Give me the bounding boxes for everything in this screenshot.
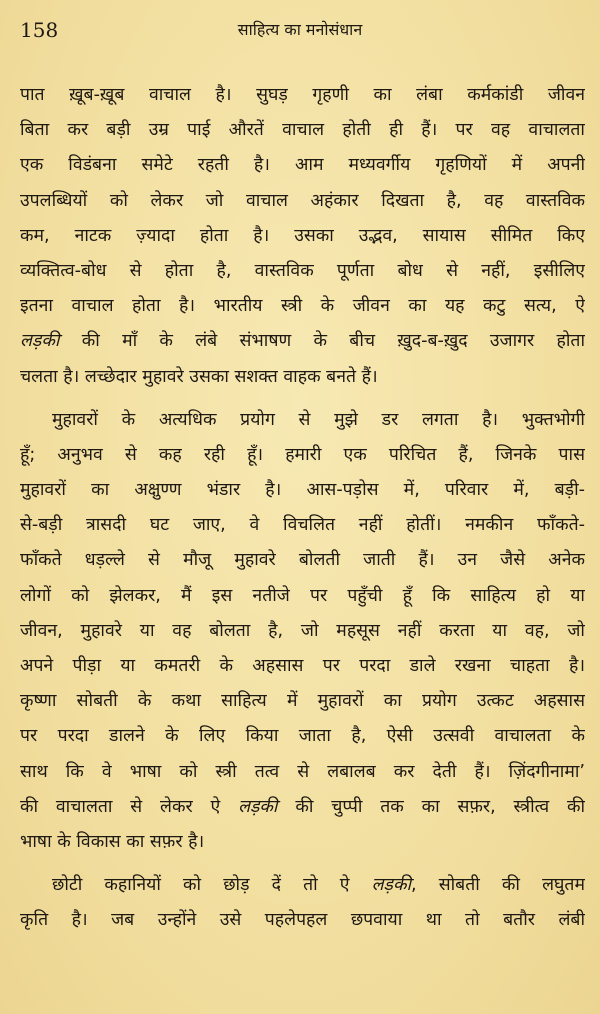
paragraph-gap bbox=[20, 860, 585, 868]
text-line bbox=[20, 868, 585, 903]
text-line: कृष्णा सोबती के कथा साहित्य में मुहावरों का प्रयोग उत्कट अहसास bbox=[20, 691, 585, 712]
body-text bbox=[20, 78, 585, 939]
text-run: की माँ के लंबे संभाषण के बीच ख़ुद-ब-ख़ुद उजागर होता bbox=[59, 331, 585, 352]
paragraph bbox=[20, 868, 585, 938]
page-number: 158 bbox=[20, 18, 59, 42]
text-run: , सोबती की लघुतम bbox=[411, 875, 585, 896]
text-line: पर परदा डालने के लिए किया जाता है, ऐसी उत्सवी वाचालता के bbox=[20, 726, 585, 747]
text-line: साथ कि वे भाषा को स्त्री तत्व से लबालब कर देती हैं। ज़िंदगीनामा’ bbox=[20, 761, 585, 782]
text-line: लोगों को झेलकर, मैं इस नतीजे पर पहुँची हूँ कि साहित्य हो या bbox=[20, 585, 585, 606]
text-line: पात ख़ूब-ख़ूब वाचाल है। सुघड़ गृहणी का लंबा कर्मकांडी जीवन bbox=[20, 85, 585, 105]
text-line: व्यक्तित्व-बोध से होता है, वास्तविक पूर्णता बोध से नहीं, इसीलिए bbox=[20, 260, 585, 281]
text-line: एक विडंबना समेटे रहती है। आम मध्यवर्गीय गृहणियों में अपनी bbox=[20, 155, 585, 176]
running-header bbox=[0, 14, 600, 46]
paragraph bbox=[20, 403, 585, 860]
text-line: से-बड़ी त्रासदी घट जाए, वे विचलित नहीं होतीं। नमकीन फाँकते- bbox=[20, 515, 585, 536]
text-line: मुहावरों का अक्षुण्ण भंडार है। आस-पड़ोस में, परिवार में, बड़ी- bbox=[20, 480, 585, 501]
text-line: कम, नाटक ज़्यादा होता है। उसका उद्भव, सायास सीमित किए bbox=[20, 225, 585, 246]
italic-title: लड़की bbox=[20, 331, 60, 352]
text-line: जीवन, मुहावरे या वह बोलता है, जो महसूस नहीं करता या वह, जो bbox=[20, 620, 585, 641]
italic-title: लड़की bbox=[371, 875, 412, 896]
italic-title: लड़की bbox=[238, 796, 278, 817]
text-line: हूँ; अनुभव से कह रही हूँ। हमारी एक परिचित हैं, जिनके पास bbox=[20, 444, 585, 465]
text-line: मुहावरों के अत्यधिक प्रयोग से मुझे डर लगता है। भुक्तभोगी bbox=[52, 409, 585, 430]
text-run: की चुप्पी तक का सफ़र, स्त्रीत्व की bbox=[277, 796, 585, 817]
text-line: बिता कर बड़ी उम्र पाई औरतें वाचाल होती ही हैं। पर वह वाचालता bbox=[20, 120, 585, 141]
text-line: अपने पीड़ा या कमतरी के अहसास पर परदा डाले रखना चाहता है। bbox=[20, 656, 585, 676]
text-line bbox=[20, 324, 585, 359]
book-title: साहित्य का मनोसंधान bbox=[237, 20, 363, 39]
text-line: फाँकते धड़ल्ले से मौजू मुहावरे बोलती जाती हैं। उन जैसे अनेक bbox=[20, 550, 585, 571]
text-line: भाषा के विकास का सफ़र है। bbox=[20, 831, 205, 852]
paragraph-gap bbox=[20, 395, 585, 403]
text-line: कृति है। जब उन्होंने उसे पहलेपहल छपवाया था तो बतौर लंबी bbox=[20, 910, 585, 931]
text-run: छोटी कहानियों को छोड़ दें तो ऐ bbox=[52, 875, 372, 896]
text-line: उपलब्धियों को लेकर जो वाचाल अहंकार दिखता है, वह वास्तविक bbox=[20, 190, 585, 211]
text-line bbox=[20, 790, 585, 825]
text-line: चलता है। लच्छेदार मुहावरे उसका सशक्त वाहक बनते हैं। bbox=[20, 366, 378, 387]
text-line: इतना वाचाल होता है। भारतीय स्त्री के जीवन का यह कटु सत्य, ऐ bbox=[20, 296, 585, 317]
text-run: की वाचालता से लेकर ऐ bbox=[20, 796, 239, 817]
paragraph bbox=[20, 78, 585, 395]
